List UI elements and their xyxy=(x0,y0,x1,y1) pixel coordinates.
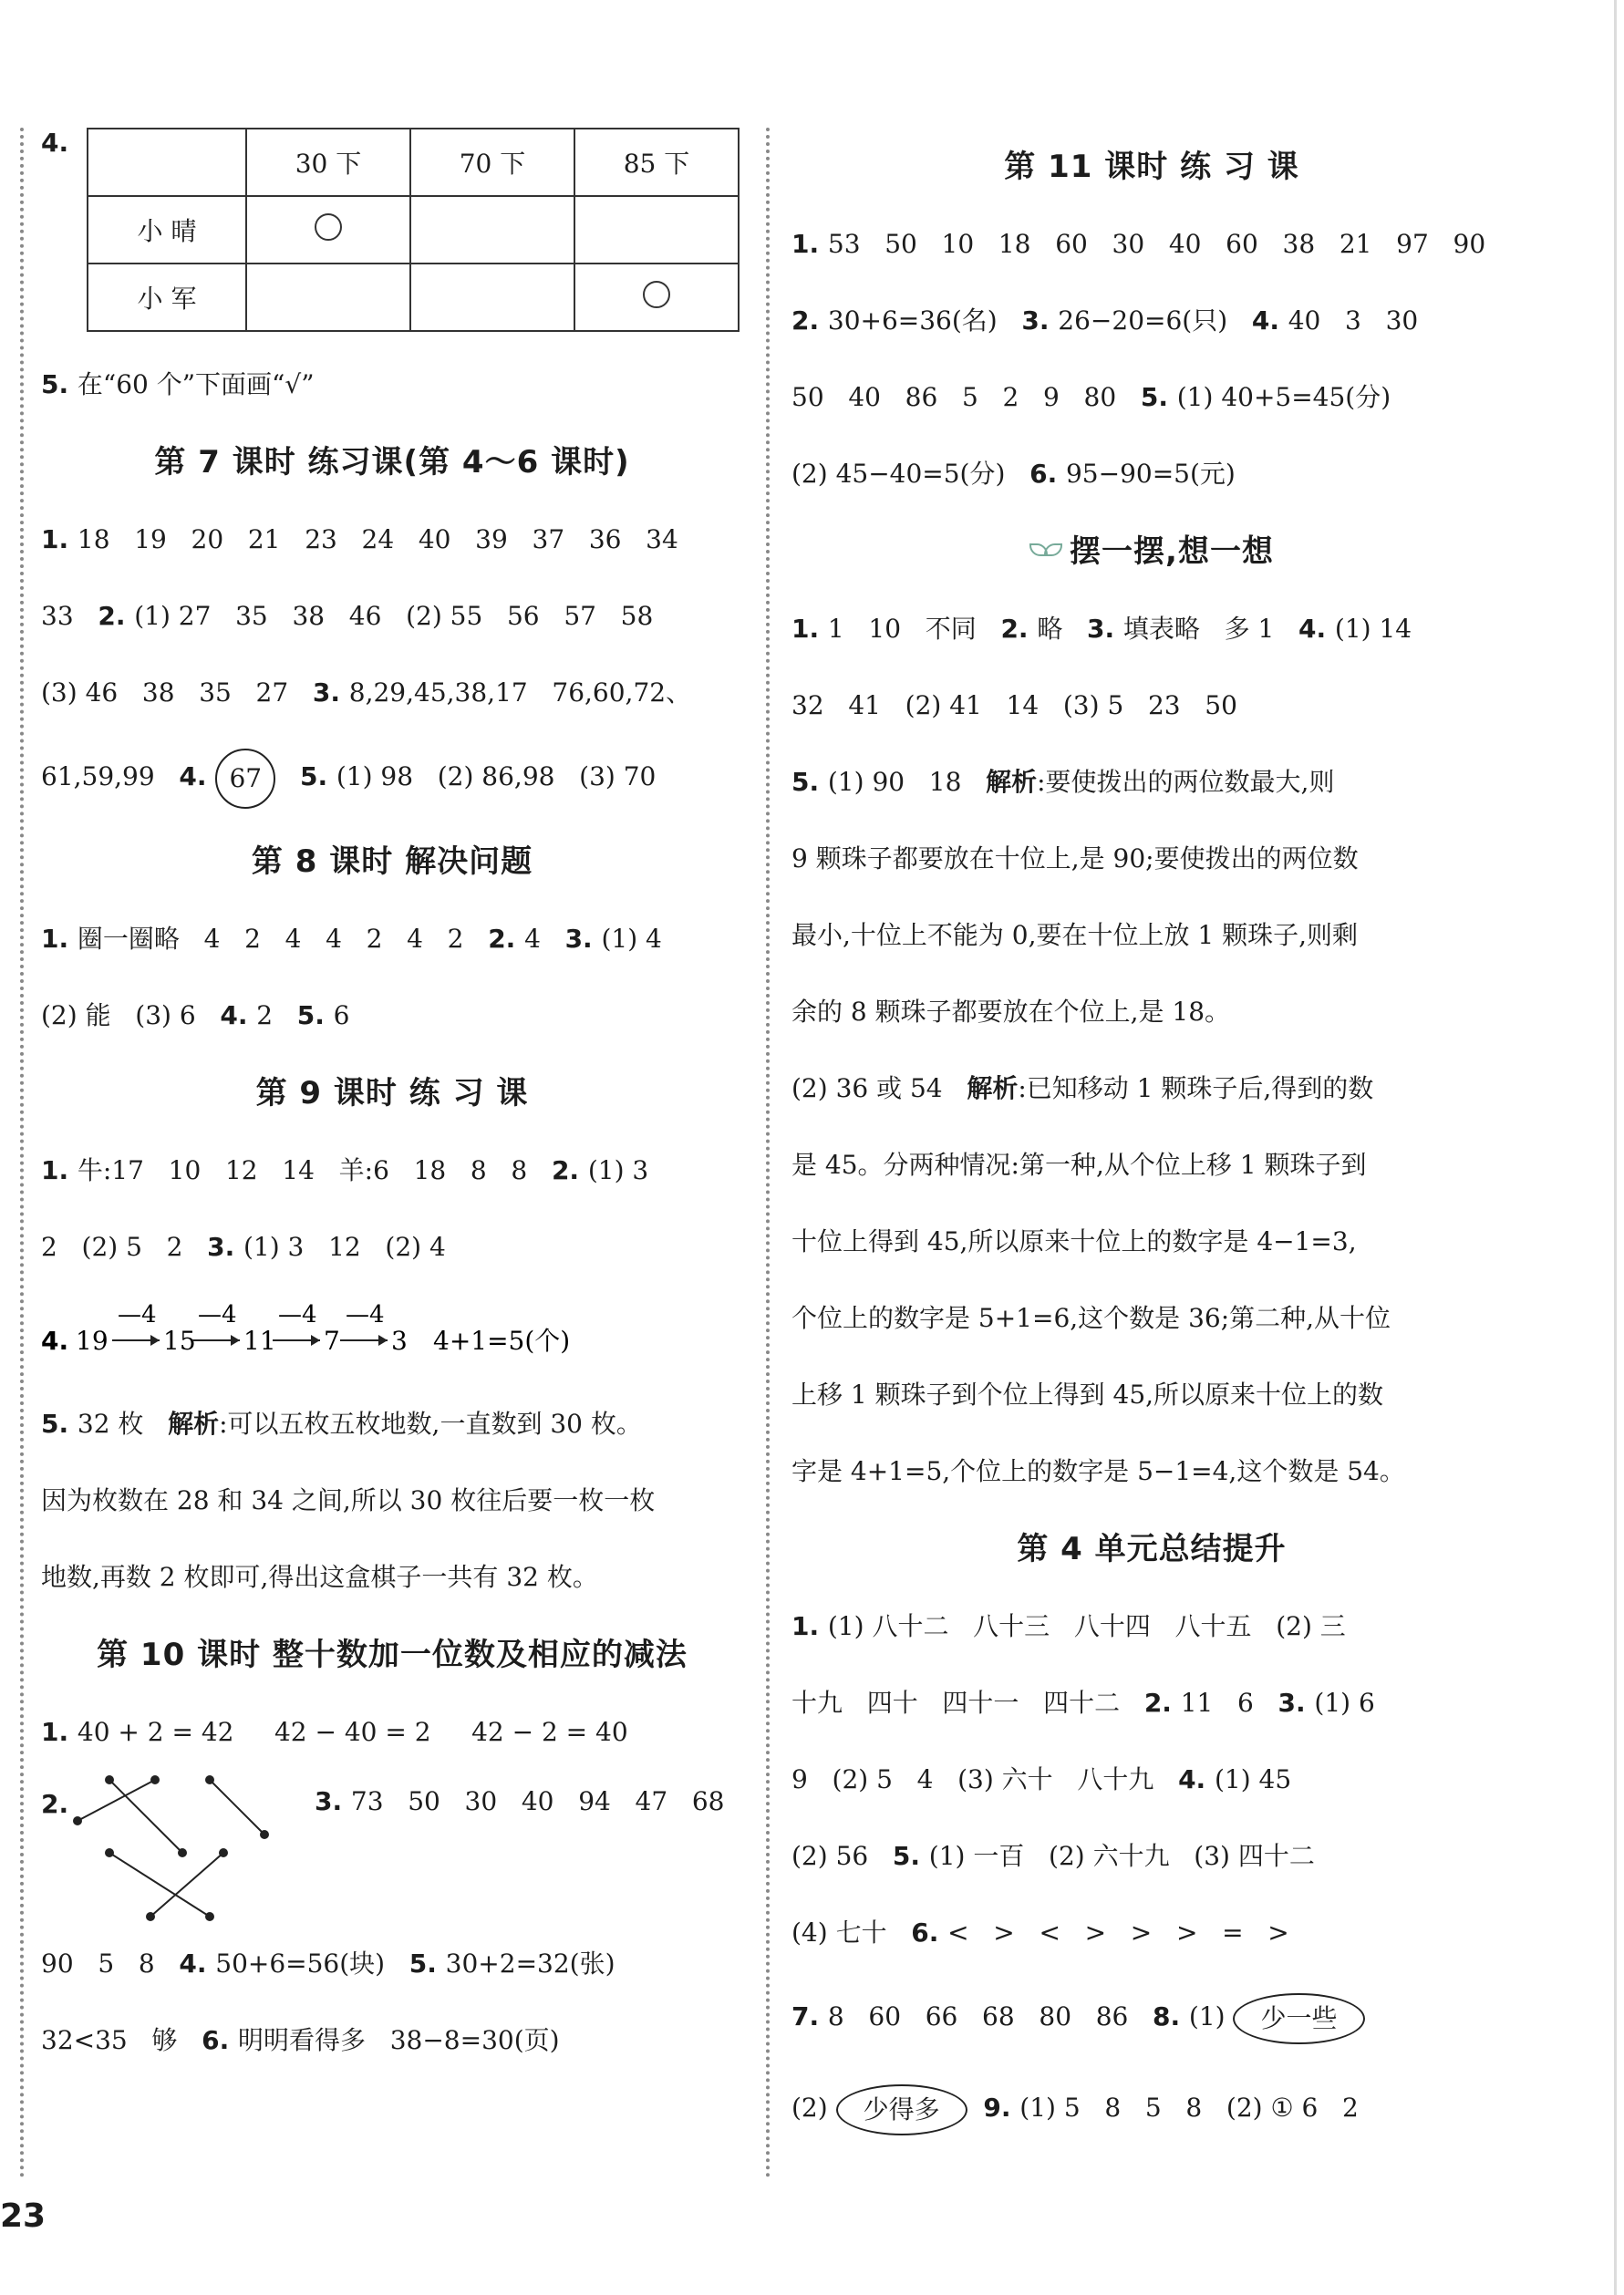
arrow-head-icon xyxy=(311,1335,320,1346)
answer-line: 9 颗珠子都要放在十位上,是 90;要使拨出的两位数 xyxy=(791,843,1359,874)
circle-mark xyxy=(574,264,739,331)
right-column xyxy=(791,128,1512,2154)
matching-block: 2. 3. 73 50 30 40 94 47 68 xyxy=(41,1771,743,1926)
page-number: 23 xyxy=(0,2197,47,2235)
answer-line: 9 (2) 5 4 (3) 六十 八十九 4. (1) 45 xyxy=(791,1764,1292,1794)
arrow-head-icon xyxy=(378,1335,388,1346)
section-title: 第 7 课时 练习课(第 4～6 课时) xyxy=(154,444,630,481)
section-title: 第 9 课时 练 习 课 xyxy=(255,1075,529,1111)
svg-text:4.: 4. xyxy=(41,1326,69,1356)
matching-lines-diagram xyxy=(68,1771,315,1926)
section-title: 第 4 单元总结提升 xyxy=(1017,1531,1287,1567)
answer-line: 3. 73 50 30 40 94 47 68 xyxy=(315,1786,725,1816)
arrow-operation: —4 xyxy=(118,1301,157,1328)
answer-line: 最小,十位上不能为 0,要在十位上放 1 颗珠子,则剩 xyxy=(791,920,1359,950)
answer-line: (2) 45−40=5(分) 6. 95−90=5(元) xyxy=(791,459,1236,489)
arrow-operation: —4 xyxy=(278,1301,317,1328)
left-column xyxy=(41,128,743,2079)
answer-line: 1. 18 19 20 21 23 24 40 39 37 36 34 xyxy=(41,524,678,554)
seq-value: 3 xyxy=(391,1326,408,1356)
answer-line: 50 40 86 5 2 9 80 5. (1) 40+5=45(分) xyxy=(791,382,1391,412)
circled-answer: 67 xyxy=(215,749,275,809)
arrow-chain xyxy=(41,1286,743,1386)
section-title: 第 8 课时 解决问题 xyxy=(251,843,533,880)
answer-line: (4) 七十 6. < > < > > > = > xyxy=(791,1918,1289,1948)
seq-start: 19 xyxy=(76,1326,109,1356)
circle-mark xyxy=(246,196,410,264)
answer-line: 2. 30+6=36(名) 3. 26−20=6(只) 4. 40 3 30 xyxy=(791,305,1419,336)
answer-line: 字是 4+1=5,个位上的数字是 5−1=4,这个数是 54。 xyxy=(791,1456,1405,1486)
arrow-sequence xyxy=(41,1286,743,1386)
answer-line: 1. 牛:17 10 12 14 羊:6 18 8 8 2. (1) 3 xyxy=(41,1155,649,1185)
arrow-head-icon xyxy=(150,1335,160,1346)
left-margin-rule xyxy=(20,128,24,2179)
answer-line: (2) 少得多 9. (1) 5 8 5 8 (2) ① 6 2 xyxy=(791,2062,1512,2154)
seq-value: 7 xyxy=(324,1326,340,1356)
arrow-operation: —4 xyxy=(198,1301,237,1328)
seq-value: 15 xyxy=(163,1326,196,1356)
section-title: 摆一摆,想一想 xyxy=(791,512,1512,591)
section-title: 第 10 课时 整十数加一位数及相应的减法 xyxy=(97,1637,688,1673)
answer-line: 因为枚数在 28 和 34 之间,所以 30 枚往后要一枚一枚 xyxy=(41,1485,656,1515)
answer-line: 1. 1 10 不同 2. 略 3. 填表略 多 1 4. (1) 14 xyxy=(791,614,1412,644)
answer-line: 余的 8 颗珠子都要放在个位上,是 18。 xyxy=(791,997,1231,1027)
answer-line: 个位上的数字是 5+1=6,这个数是 36;第二种,从十位 xyxy=(791,1303,1391,1333)
answer-line: 十九 四十 四十一 四十二 2. 11 6 3. (1) 6 xyxy=(791,1688,1375,1718)
column-divider xyxy=(766,128,770,2179)
table-row xyxy=(88,196,739,264)
arrow-head-icon xyxy=(231,1335,240,1346)
answer-line: 1. 53 50 10 18 60 30 40 60 38 21 97 90 xyxy=(791,229,1486,259)
answer-line: 61,59,99 4. 67 5. (1) 98 (2) 86,98 (3) 70 xyxy=(41,731,743,822)
answer-table xyxy=(87,128,740,332)
answer-line: 是 45。分两种情况:第一种,从个位上移 1 颗珠子到 xyxy=(791,1150,1367,1180)
answer-line: 1. (1) 八十二 八十三 八十四 八十五 (2) 三 xyxy=(791,1611,1346,1641)
arrow-operation: —4 xyxy=(346,1301,385,1328)
answer-line: 地数,再数 2 枚即可,得出这盒棋子一共有 32 枚。 xyxy=(41,1562,598,1592)
table-header: 85 下 xyxy=(574,129,739,196)
answer-line: 7. 8 60 66 68 80 86 8. (1) 少一些 xyxy=(791,1971,1512,2062)
answer-line: (2) 能 (3) 6 4. 2 5. 6 xyxy=(41,1000,350,1030)
table-header: 30 下 xyxy=(246,129,410,196)
answer-line: 5. (1) 90 18 解析:要使拨出的两位数最大,则 xyxy=(791,767,1335,797)
table-cell xyxy=(574,196,739,264)
answer-line: 上移 1 颗珠子到个位上得到 45,所以原来十位上的数 xyxy=(791,1380,1384,1410)
answer-line: 32 41 (2) 41 14 (3) 5 23 50 xyxy=(791,690,1237,720)
seq-tail: 4+1=5(个) xyxy=(433,1326,571,1356)
row-name: 小 晴 xyxy=(88,196,246,264)
section-title: 第 11 课时 练 习 课 xyxy=(1004,149,1299,185)
answer-line: 1. 圈一圈略 4 2 4 4 2 4 2 2. 4 3. (1) 4 xyxy=(41,924,662,954)
table-corner xyxy=(88,129,246,196)
answer-line: (2) 36 或 54 解析:已知移动 1 颗珠子后,得到的数 xyxy=(791,1073,1374,1103)
table-cell xyxy=(410,264,574,331)
seq-value: 11 xyxy=(243,1326,276,1356)
oval-answer: 少得多 xyxy=(836,2084,967,2135)
answer-line: 1. 40 + 2 = 42 42 − 40 = 2 42 − 2 = 40 xyxy=(41,1717,628,1747)
page-edge xyxy=(1614,0,1617,2295)
table-cell xyxy=(246,264,410,331)
q4-table-block xyxy=(41,128,743,346)
row-name: 小 军 xyxy=(88,264,246,331)
answer-line: 2 (2) 5 2 3. (1) 3 12 (2) 4 xyxy=(41,1232,446,1262)
table-header: 70 下 xyxy=(410,129,574,196)
answer-line: 32<35 够 6. 明明看得多 38−8=30(页) xyxy=(41,2025,560,2055)
answer-line: (2) 56 5. (1) 一百 (2) 六十九 (3) 四十二 xyxy=(791,1841,1315,1871)
leaf-icon xyxy=(1029,543,1060,563)
q4-label: 4. xyxy=(41,128,69,158)
answer-line: 90 5 8 4. 50+6=56(块) 5. 30+2=32(张) xyxy=(41,1949,615,1979)
answer-line: 十位上得到 45,所以原来十位上的数字是 4−1=3, xyxy=(791,1226,1357,1256)
q5-line: 5. 在“60 个”下面画“√” xyxy=(41,369,315,399)
answer-line: (3) 46 38 35 27 3. 8,29,45,38,17 76,60,72、 xyxy=(41,677,692,708)
table-cell xyxy=(410,196,574,264)
oval-answer: 少一些 xyxy=(1233,1993,1364,2044)
answer-line: 33 2. (1) 27 35 38 46 (2) 55 56 57 58 xyxy=(41,601,654,631)
table-row xyxy=(88,264,739,331)
answer-line: 5. 32 枚 解析:可以五枚五枚地数,一直数到 30 枚。 xyxy=(41,1409,642,1439)
